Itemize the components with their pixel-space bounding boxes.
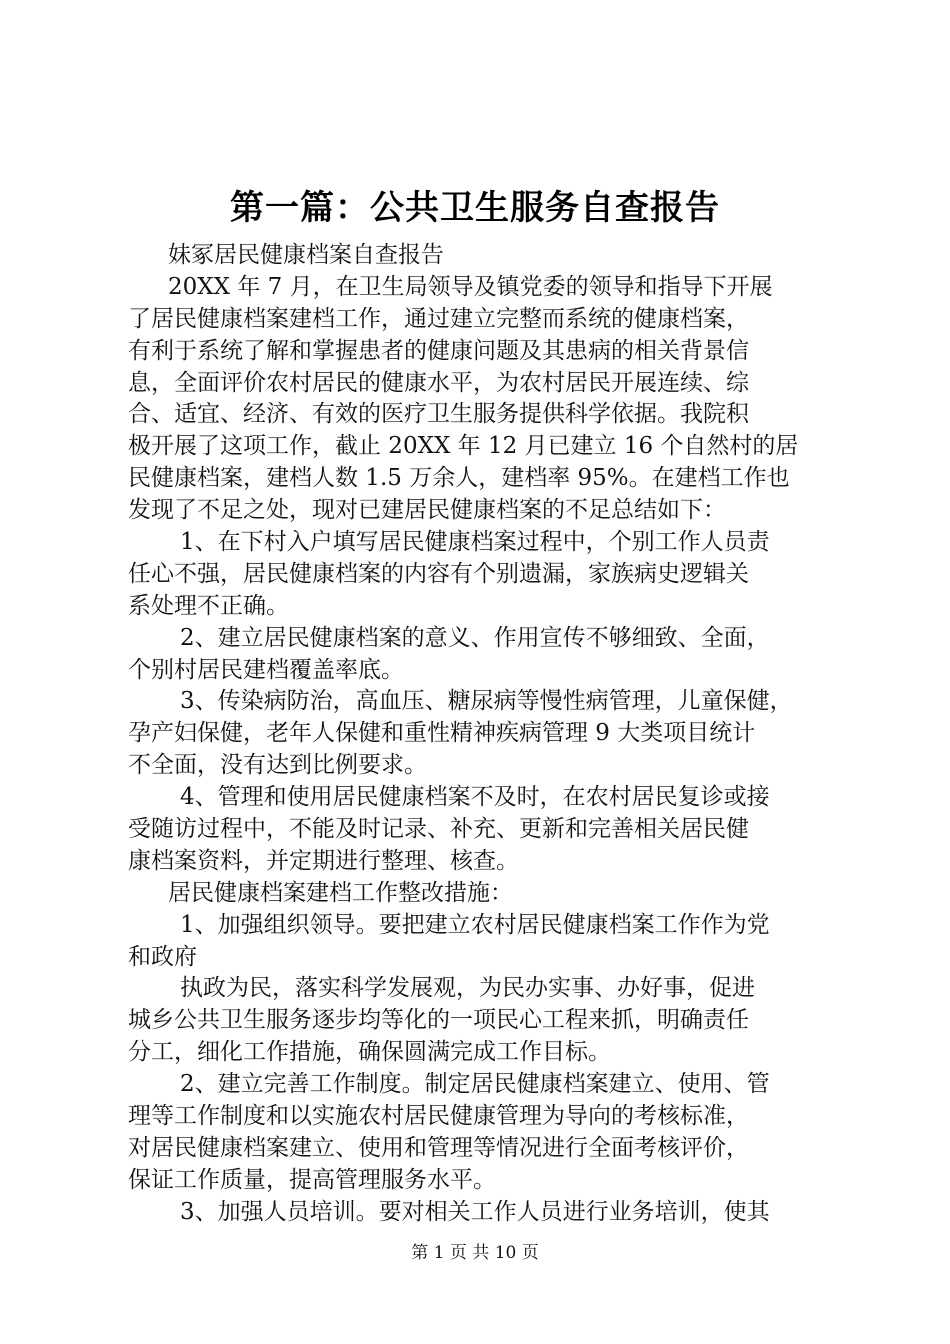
paragraph-line: 分工，细化工作措施，确保圆满完成工作目标。 [128,1039,611,1066]
paragraph-line: 1、在下村入户填写居民健康档案过程中，个别工作人员责 [180,529,770,556]
paragraph-line: 城乡公共卫生服务逐步均等化的一项民心工程来抓，明确责任 [128,1007,749,1034]
paragraph-line: 息，全面评价农村居民的健康水平，为农村居民开展连续、综 [128,369,749,396]
paragraph-line: 2、建立居民健康档案的意义、作用宣传不够细致、全面， [180,624,770,651]
paragraph-line: 民健康档案，建档人数 1.5 万余人，建档率 95%。在建档工作也 [128,465,790,492]
paragraph-line: 20XX 年 7 月，在卫生局领导及镇党委的领导和指导下开展 [168,273,773,300]
paragraph-line: 2、建立完善工作制度。制定居民健康档案建立、使用、管 [180,1071,770,1098]
paragraph-line: 受随访过程中，不能及时记录、补充、更新和完善相关居民健 [128,816,749,843]
document-body [128,240,828,1229]
paragraph-line: 极开展了这项工作，截止 20XX 年 12 月已建立 16 个自然村的居 [128,433,799,460]
paragraph-line: 理等工作制度和以实施农村居民健康管理为导向的考核标准， [128,1103,749,1130]
paragraph-line: 个别村居民建档覆盖率底。 [128,656,404,683]
paragraph-line: 居民健康档案建档工作整改措施： [168,879,513,906]
paragraph-line: 合、适宜、经济、有效的医疗卫生服务提供科学依据。我院积 [128,401,749,428]
paragraph-line: 孕产妇保健，老年人保健和重性精神疾病管理 9 大类项目统计 [128,720,756,747]
paragraph-line: 发现了不足之处，现对已建居民健康档案的不足总结如下： [128,497,726,524]
paragraph-line: 了居民健康档案建档工作，通过建立完整而系统的健康档案， [128,305,749,332]
paragraph-line: 不全面，没有达到比例要求。 [128,752,427,779]
paragraph-line: 4、管理和使用居民健康档案不及时，在农村居民复诊或接 [180,784,770,811]
paragraph-line: 保证工作质量，提高管理服务水平。 [128,1166,496,1193]
paragraph-line: 3、传染病防治，高血压、糖尿病等慢性病管理，儿童保健， [180,688,793,715]
page-footer: 第 1 页 共 10 页 [411,1243,539,1263]
paragraph-line: 妹冢居民健康档案自查报告 [168,242,444,268]
paragraph-line: 1、加强组织领导。要把建立农村居民健康档案工作作为党 [180,911,770,938]
paragraph-line: 对居民健康档案建立、使用和管理等情况进行全面考核评价， [128,1134,749,1161]
paragraph-line: 3、加强人员培训。要对相关工作人员进行业务培训，使其 [180,1198,770,1225]
document-title: 第一篇：公共卫生服务自查报告 [230,188,720,228]
paragraph-line: 执政为民，落实科学发展观，为民办实事、办好事，促进 [180,975,755,1002]
paragraph-line: 有利于系统了解和掌握患者的健康问题及其患病的相关背景信 [128,337,749,364]
paragraph-line: 和政府 [128,943,197,970]
paragraph-line: 康档案资料，并定期进行整理、核查。 [128,847,519,874]
paragraph-line: 任心不强，居民健康档案的内容有个别遗漏，家族病史逻辑关 [128,560,749,587]
paragraph-line: 系处理不正确。 [128,592,289,619]
